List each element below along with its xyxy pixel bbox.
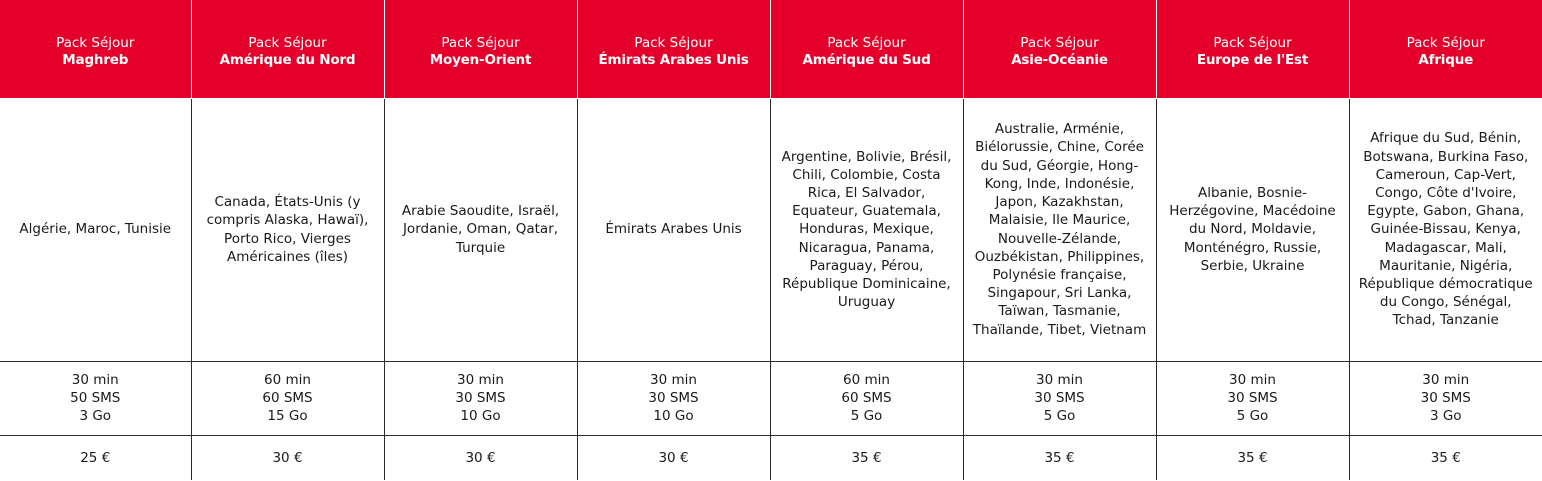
- allowance-cell: [1349, 361, 1542, 435]
- pack-header-asie-oceanie: [963, 0, 1156, 98]
- pack-title: Pack Séjour: [248, 35, 327, 51]
- pack-region: Afrique: [1418, 52, 1474, 68]
- price-cell: 35 €: [1156, 435, 1349, 480]
- pack-title: Pack Séjour: [1213, 35, 1292, 51]
- data-value: 15 Go: [267, 408, 308, 425]
- data-value: 3 Go: [1429, 408, 1462, 425]
- allowance-cell: [1156, 361, 1349, 435]
- countries-cell: Canada, États-Unis (y compris Alaska, Hawaï), Porto Rico, Vierges Américaines (îles): [191, 98, 384, 361]
- pack-title: Pack Séjour: [1406, 35, 1485, 51]
- allowance-cell: [770, 361, 963, 435]
- allowance-row: [0, 361, 1542, 435]
- pack-region: Moyen-Orient: [429, 52, 532, 68]
- sms-value: 30 SMS: [455, 389, 506, 406]
- allowance-cell: [0, 361, 191, 435]
- price-row: [0, 435, 1542, 480]
- countries-row: [0, 98, 1542, 361]
- pack-region: Émirats Arabes Unis: [598, 52, 749, 68]
- sms-value: 30 SMS: [1420, 389, 1471, 406]
- price-cell: 30 €: [384, 435, 577, 480]
- pack-region: Amérique du Sud: [802, 52, 931, 68]
- minutes-value: 30 min: [457, 371, 504, 388]
- price-cell: 35 €: [1349, 435, 1542, 480]
- sms-value: 50 SMS: [70, 389, 121, 406]
- data-value: 5 Go: [1043, 408, 1076, 425]
- minutes-value: 30 min: [1229, 371, 1276, 388]
- minutes-value: 30 min: [1036, 371, 1083, 388]
- countries-cell: Australie, Arménie, Biélorussie, Chine, Corée du Sud, Géorgie, Hong-Kong, Inde, Indonésie, Japon, Kazakhstan, Malaisie, Ile Maurice, Nouvelle-Zélande, Ouzbékistan, Philippines, Polynésie française, Singapour, Sri Lanka, Taïwan, Tasmanie, Thaïlande, Tibet, Vietnam: [963, 98, 1156, 361]
- pack-title: Pack Séjour: [634, 35, 713, 51]
- allowance-cell: [384, 361, 577, 435]
- pack-header-maghreb: [0, 0, 191, 98]
- allowance-cell: [191, 361, 384, 435]
- data-value: 10 Go: [460, 408, 501, 425]
- sms-value: 60 SMS: [841, 389, 892, 406]
- countries-cell: Albanie, Bosnie-Herzégovine, Macédoine du Nord, Moldavie, Monténégro, Russie, Serbie, Ukraine: [1156, 98, 1349, 361]
- pack-region: Europe de l'Est: [1196, 52, 1309, 68]
- price-cell: 25 €: [0, 435, 191, 480]
- pack-region: Maghreb: [62, 52, 129, 68]
- allowance-cell: [577, 361, 770, 435]
- pack-header-amerique-du-sud: [770, 0, 963, 98]
- countries-cell: Afrique du Sud, Bénin, Botswana, Burkina Faso, Cameroun, Cap-Vert, Congo, Côte d'Ivoire, Egypte, Gabon, Ghana, Guinée-Bissau, Kenya, Madagascar, Mali, Mauritanie, Nigéria, République démocratique du Congo, Sénégal, Tchad, Tanzanie: [1349, 98, 1542, 361]
- data-value: 5 Go: [850, 408, 883, 425]
- pack-title: Pack Séjour: [1020, 35, 1099, 51]
- data-value: 5 Go: [1236, 408, 1269, 425]
- countries-cell: Émirats Arabes Unis: [577, 98, 770, 361]
- pack-title: Pack Séjour: [827, 35, 906, 51]
- pack-header-afrique: [1349, 0, 1542, 98]
- minutes-value: 60 min: [264, 371, 311, 388]
- pack-title: Pack Séjour: [56, 35, 135, 51]
- pack-header-europe-de-l-est: [1156, 0, 1349, 98]
- price-cell: 30 €: [191, 435, 384, 480]
- price-cell: 30 €: [577, 435, 770, 480]
- pack-title: Pack Séjour: [441, 35, 520, 51]
- sms-value: 30 SMS: [1034, 389, 1085, 406]
- minutes-value: 30 min: [1422, 371, 1470, 388]
- pack-region: Asie-Océanie: [1011, 52, 1108, 68]
- minutes-value: 30 min: [650, 371, 697, 388]
- pack-header-amerique-du-nord: [191, 0, 384, 98]
- sms-value: 60 SMS: [262, 389, 313, 406]
- sms-value: 30 SMS: [648, 389, 699, 406]
- countries-cell: Argentine, Bolivie, Brésil, Chili, Colombie, Costa Rica, El Salvador, Equateur, Guatemala, Honduras, Mexique, Nicaragua, Panama, Paraguay, Pérou, République Dominicaine, Uruguay: [770, 98, 963, 361]
- pack-header-emirats-arabes-unis: [577, 0, 770, 98]
- sms-value: 30 SMS: [1227, 389, 1278, 406]
- minutes-value: 60 min: [843, 371, 890, 388]
- countries-cell: Algérie, Maroc, Tunisie: [0, 98, 191, 361]
- pack-header-moyen-orient: [384, 0, 577, 98]
- header-row: [0, 0, 1542, 98]
- price-cell: 35 €: [770, 435, 963, 480]
- minutes-value: 30 min: [71, 371, 119, 388]
- data-value: 3 Go: [79, 408, 112, 425]
- data-value: 10 Go: [653, 408, 694, 425]
- countries-cell: Arabie Saoudite, Israël, Jordanie, Oman, Qatar, Turquie: [384, 98, 577, 361]
- pack-region: Amérique du Nord: [219, 52, 356, 68]
- price-cell: 35 €: [963, 435, 1156, 480]
- allowance-cell: [963, 361, 1156, 435]
